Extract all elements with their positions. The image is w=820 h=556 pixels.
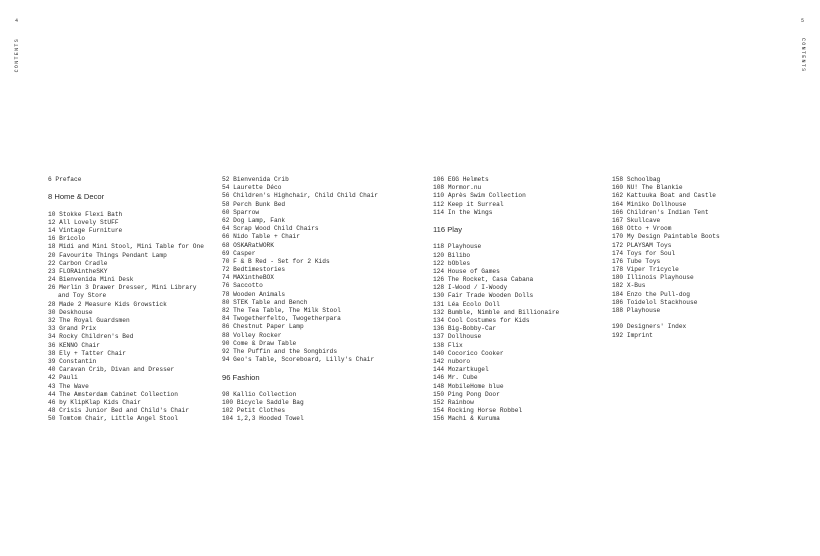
- toc-entry: 43 The Wave: [48, 382, 89, 390]
- toc-entry: 126 The Rocket, Casa Cabana: [433, 276, 534, 284]
- toc-entry: 192 Imprint: [612, 331, 653, 339]
- toc-entry: 168 Otto + Vroom: [612, 225, 672, 233]
- toc-entry: 40 Caravan Crib, Divan and Dresser: [48, 366, 175, 374]
- toc-entry: 172 PLAYSAM Toys: [612, 241, 672, 249]
- toc-entry: 182 X-Bus: [612, 282, 646, 290]
- toc-entry: 162 Kattuuka Boat and Castle: [612, 192, 716, 200]
- toc-entry: 52 Bienvenida Crib: [222, 176, 289, 183]
- spacer: [612, 315, 720, 323]
- toc-entry: 66 Nido Table + Chair: [222, 233, 300, 241]
- toc-entry: 23 FLORAintheSKY: [48, 267, 108, 275]
- toc-entry: 112 Keep it Surreal: [433, 200, 504, 208]
- toc-entry: 158 Schoolbag: [612, 176, 661, 183]
- toc-entry: 166 Children's Indian Tent: [612, 208, 709, 216]
- toc-entry: 188 Playhouse: [612, 307, 661, 314]
- toc-entry: 38 Ely + Tatter Chair: [48, 349, 126, 357]
- toc-entry: 142 nuboro: [433, 357, 471, 365]
- toc-entry: 92 The Puffin and the Songbirds: [222, 347, 338, 355]
- spacer: [433, 235, 559, 243]
- toc-entry: 54 Laurette Déco: [222, 184, 282, 192]
- toc-entry: 124 House of Games: [433, 267, 500, 275]
- toc-entry: 32 The Royal Guardsmen: [48, 317, 130, 324]
- left-page-number: 4: [14, 18, 19, 24]
- spacer: [48, 202, 204, 210]
- toc-entry: 70 F & B Red - Set for 2 Kids: [222, 257, 330, 265]
- toc-entry: 62 Dog Lamp, Fank: [222, 216, 286, 224]
- toc-entry: 20 Favourite Things Pendant Lamp: [48, 251, 167, 259]
- toc-entry: 132 Bumble, Nimble and Billionaire: [433, 308, 560, 316]
- toc-entry: 33 Grand Prix: [48, 325, 97, 333]
- toc-entry: 134 Cool Costumes for Kids: [433, 317, 530, 324]
- toc-entry: 34 Rocky Children's Bed: [48, 333, 134, 341]
- toc-entry: 84 Twogetherfelto, Twogetherpara: [222, 315, 341, 323]
- section-heading: 96 Fashion: [222, 372, 260, 382]
- toc-entry: 68 OSKARatWORK: [222, 241, 274, 249]
- toc-entry: 167 Skullcave: [612, 216, 661, 224]
- toc-entry: 152 Rainbow: [433, 398, 474, 406]
- toc-entry: 138 Flix: [433, 341, 463, 349]
- toc-entry: 76 Saccotto: [222, 282, 263, 290]
- toc-entry: 58 Perch Bunk Bed: [222, 200, 286, 208]
- left-page-label: CONTENTS: [14, 38, 20, 73]
- toc-entry: 80 STEK Table and Bench: [222, 298, 308, 306]
- toc-entry: 86 Chestnut Paper Lamp: [222, 323, 304, 331]
- toc-entry: 36 KENNO Chair: [48, 341, 100, 349]
- left-page-margin: [14, 18, 20, 72]
- toc-entry: 170 My Design Paintable Boots: [612, 233, 720, 241]
- toc-entry: 56 Children's Highchair, Child Child Chair: [222, 192, 378, 200]
- toc-entry: 104 1,2,3 Hooded Towel: [222, 415, 304, 423]
- spacer: [433, 217, 559, 225]
- toc-entry: 30 Deskhouse: [48, 308, 93, 316]
- toc-entry: 164 Miniko Dollhouse: [612, 200, 687, 208]
- toc-entry: 64 Scrap Wood Child Chairs: [222, 225, 319, 233]
- toc-entry: 174 Toys for Soul: [612, 249, 676, 257]
- toc-entry: 12 All Lovely StUFF: [48, 218, 119, 226]
- toc-entry: 82 The Tea Table, The Milk Stool: [222, 307, 341, 314]
- toc-entry: 50 Tomtom Chair, Little Angel Stool: [48, 415, 178, 423]
- toc-column-2: [222, 176, 378, 423]
- toc-entry: 106 EGG Helmets: [433, 176, 489, 183]
- toc-entry: 24 Bienvenida Mini Desk: [48, 276, 134, 284]
- toc-entry: 186 Toidelol Stackhouse: [612, 298, 698, 306]
- section-heading: 116 Play: [433, 225, 462, 235]
- toc-entry: 60 Sparrow: [222, 208, 260, 216]
- toc-entry: 48 Crisis Junior Bed and Child's Chair: [48, 407, 190, 415]
- toc-column-3: [433, 176, 559, 423]
- toc-entry: 6 Preface: [48, 176, 82, 183]
- toc-entry: 14 Vintage Furniture: [48, 226, 123, 234]
- toc-entry: 94 Geo's Table, Scoreboard, Lilly's Chair: [222, 356, 375, 364]
- spacer: [222, 364, 378, 372]
- toc-entry: 137 Dollhouse: [433, 333, 482, 341]
- toc-entry: 178 Viper Tricycle: [612, 266, 679, 274]
- toc-entry: 100 Bicycle Saddle Bag: [222, 398, 304, 406]
- spacer: [48, 184, 204, 192]
- toc-column-1: [48, 176, 204, 423]
- toc-entry: 148 MobileHome blue: [433, 382, 504, 390]
- toc-entry: 98 Kallio Collection: [222, 390, 297, 398]
- toc-entry: 146 Mr. Cube: [433, 374, 478, 382]
- toc-entry: 184 Enzo the Pull-dog: [612, 290, 690, 298]
- toc-entry: 130 Fair Trade Wooden Dolls: [433, 292, 534, 300]
- toc-entry: 74 MAXintheBOX: [222, 274, 274, 282]
- toc-entry: 144 Mozartkugel: [433, 366, 489, 374]
- toc-entry: 131 Léa Ecolo Doll: [433, 300, 500, 308]
- toc-entry: 114 In the Wings: [433, 208, 493, 216]
- toc-entry: 10 Stokke Flexi Bath: [48, 210, 123, 218]
- toc-entry: 28 Made 2 Measure Kids Growstick: [48, 300, 167, 308]
- toc-entry: 39 Constantin: [48, 357, 97, 365]
- toc-entry: 26 Merlin 3 Drawer Dresser, Mini Library: [48, 284, 197, 292]
- toc-entry: 88 Volley Rocker: [222, 331, 282, 339]
- toc-entry: 110 Après Swim Collection: [433, 192, 526, 200]
- section-heading: 8 Home & Decor: [48, 192, 105, 202]
- toc-entry: 16 Bricolo: [48, 235, 86, 243]
- right-page-margin: [800, 18, 806, 72]
- toc-entry: 154 Rocking Horse Robbel: [433, 407, 523, 415]
- toc-entry: 190 Designers' Index: [612, 323, 687, 331]
- toc-entry: 156 Machi & Kuruma: [433, 415, 500, 423]
- toc-entry: 90 Come & Draw Table: [222, 339, 297, 347]
- toc-entry: 118 Playhouse: [433, 243, 482, 251]
- toc-entry: 46 by KlipKlap Kids Chair: [48, 398, 141, 406]
- right-page-number: 5: [800, 18, 805, 24]
- toc-entry: 180 Illinois Playhouse: [612, 274, 694, 282]
- toc-entry: 18 Midi and Mini Stool, Mini Table for One: [48, 243, 204, 251]
- toc-entry: 44 The Amsterdam Cabinet Collection: [48, 390, 178, 398]
- toc-entry: 136 Big-Bobby-Car: [433, 325, 497, 333]
- toc-entry: 72 Bedtimestories: [222, 266, 286, 274]
- toc-entry: 160 NU! The Blankie: [612, 184, 683, 192]
- toc-entry: and Toy Store: [58, 292, 107, 300]
- toc-entry: 42 Pauli: [48, 374, 78, 382]
- toc-entry: 150 Ping Pong Door: [433, 390, 500, 398]
- toc-entry: 22 Carbon Cradle: [48, 259, 108, 267]
- toc-entry: 78 Wooden Animals: [222, 290, 286, 298]
- toc-entry: 108 Mormor.nu: [433, 184, 482, 192]
- right-page-label: CONTENTS: [800, 38, 806, 73]
- toc-column-4: [612, 176, 720, 340]
- toc-entry: 140 Cocorico Cooker: [433, 349, 504, 357]
- toc-entry: 128 I-Wood / I-Woody: [433, 284, 508, 292]
- toc-entry: 122 bObles: [433, 259, 471, 267]
- toc-entry: 120 Bilibo: [433, 251, 471, 259]
- toc-entry: 102 Petit Clothes: [222, 407, 286, 415]
- toc-entry: 69 Casper: [222, 249, 256, 257]
- toc-entry: 176 Tube Toys: [612, 257, 661, 265]
- spacer: [222, 383, 378, 391]
